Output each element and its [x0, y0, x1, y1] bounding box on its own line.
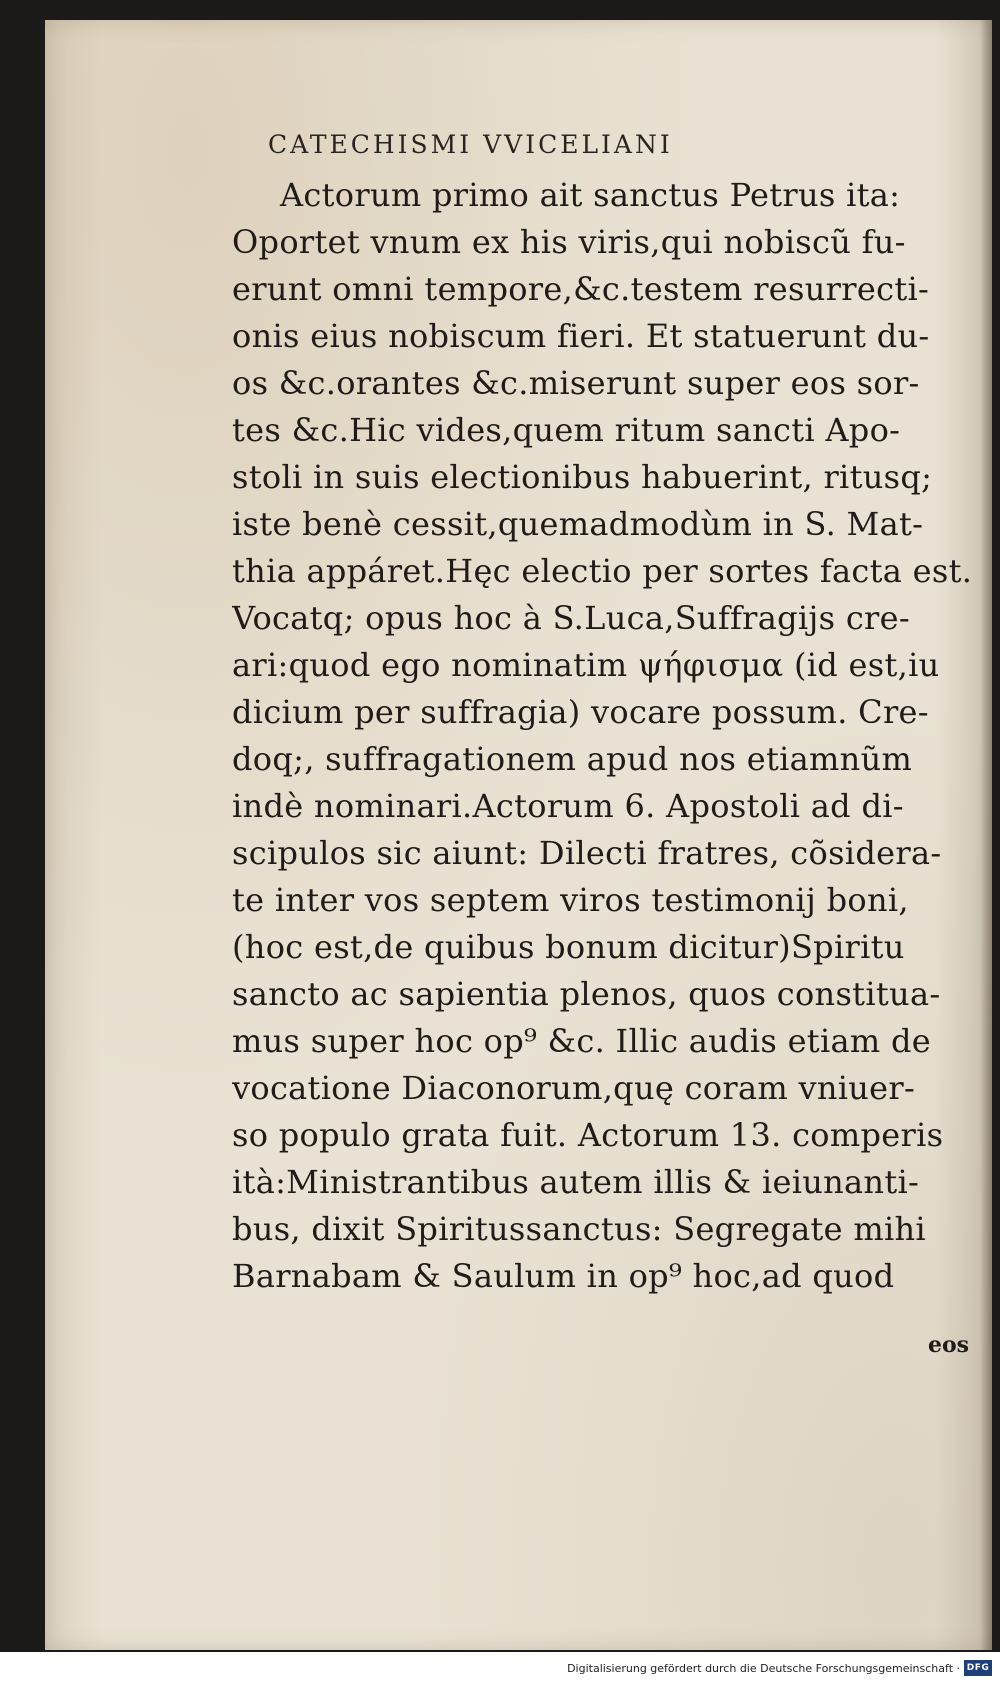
text-line: Actorum primo ait sanctus Petrus ita: [280, 176, 901, 214]
text-line: thia appáret.Hęc electio per sortes facta est. [232, 552, 973, 590]
text-line: dicium per suffragia) vocare possum. Cre- [232, 693, 929, 731]
gutter-shadow [980, 20, 992, 1650]
text-line: Barnabam & Saulum in op⁹ hoc,ad quod [232, 1257, 895, 1295]
text-line: iste benè cessit,quemadmodùm in S. Mat- [232, 505, 924, 543]
funding-credit: Digitalisierung gefördert durch die Deutsche Forschungsgemeinschaft · [567, 1662, 960, 1675]
text-line: os &c.orantes &c.miserunt super eos sor- [232, 364, 920, 402]
text-line: Oportet vnum ex his viris,qui nobiscũ fu- [232, 223, 906, 261]
text-line: (hoc est,de quibus bonum dicitur)Spiritu [232, 928, 905, 966]
page-text-block [232, 172, 977, 1300]
text-line: Vocatq; opus hoc à S.Luca,Suffragijs cre- [232, 599, 910, 637]
text-line: so populo grata fuit. Actorum 13. comperis [232, 1116, 944, 1154]
text-line: stoli in suis electionibus habuerint, ritusq; [232, 458, 933, 496]
catchword: eos [928, 1332, 970, 1358]
running-head: CATECHISMI VVICELIANI [268, 130, 673, 159]
text-line: indè nominari.Actorum 6. Apostoli ad di- [232, 787, 904, 825]
text-line: mus super hoc op⁹ &c. Illic audis etiam de [232, 1022, 932, 1060]
text-line: bus, dixit Spiritussanctus: Segregate mihi [232, 1210, 926, 1248]
text-line: sancto ac sapientia plenos, quos constitua- [232, 975, 941, 1013]
text-line: tes &c.Hic vides,quem ritum sancti Apo- [232, 411, 901, 449]
text-line: te inter vos septem viros testimonij boni, [232, 881, 909, 919]
text-line: scipulos sic aiunt: Dilecti fratres, cõsidera- [232, 834, 942, 872]
text-line: erunt omni tempore,&c.testem resurrecti- [232, 270, 930, 308]
footer-bar [0, 1652, 1000, 1689]
text-line: onis eius nobiscum fieri. Et statuerunt du- [232, 317, 930, 355]
text-line: ità:Ministrantibus autem illis & ieiunanti- [232, 1163, 920, 1201]
text-line: ari:quod ego nominatim ψήφισμα (id est,iu [232, 646, 940, 684]
text-line: doq;, suffragationem apud nos etiamnũm [232, 740, 913, 778]
dfg-logo-icon: DFG [964, 1660, 992, 1676]
text-line: vocatione Diaconorum,quę coram vniuer- [232, 1069, 916, 1107]
